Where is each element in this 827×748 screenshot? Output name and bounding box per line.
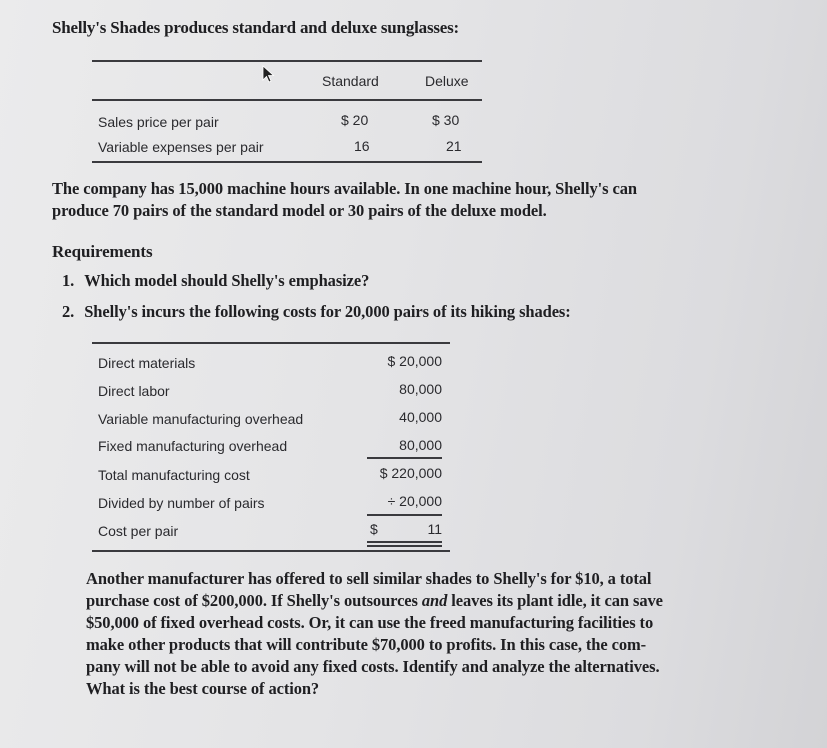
- table2-row-label: Variable manufacturing overhead: [98, 411, 304, 427]
- closing-line: make other products that will contribute $70,000 to profits. In this case, the com-: [86, 635, 647, 654]
- closing-line-part: purchase cost of $200,000. If Shelly's outsources: [86, 591, 422, 610]
- table1-cell-standard: $ 20: [341, 112, 369, 128]
- table2-row-value: ÷ 20,000: [387, 493, 442, 509]
- table1-cell-deluxe: $ 30: [432, 112, 460, 128]
- table2-division-rule: [367, 514, 442, 516]
- table2-row-label: Divided by number of pairs: [98, 495, 265, 511]
- table2-row-label: Direct labor: [98, 383, 170, 399]
- table2-row-label: Total manufacturing cost: [98, 467, 250, 483]
- requirement-text: Which model should Shelly's emphasize?: [84, 271, 370, 290]
- capacity-text-line: produce 70 pairs of the standard model or 30 pairs of the deluxe model.: [52, 201, 547, 220]
- table2-bottom-rule: [92, 550, 450, 552]
- intro-heading: Shelly's Shades produces standard and deluxe sunglasses:: [52, 18, 459, 37]
- table2-row-label: Cost per pair: [98, 523, 179, 539]
- requirement-text: Shelly's incurs the following costs for 20,000 pairs of its hiking shades:: [84, 302, 571, 321]
- table2-double-rule-bottom: [367, 545, 442, 547]
- capacity-text-line: The company has 15,000 machine hours available. In one machine hour, Shelly's can: [52, 179, 637, 198]
- table2-row-label: Fixed manufacturing overhead: [98, 438, 288, 454]
- closing-line-part: leaves its plant idle, it can save: [447, 591, 663, 610]
- table1-bottom-rule: [92, 161, 482, 163]
- table1-cell-deluxe: 21: [446, 138, 462, 154]
- table2-row-value: 11: [427, 521, 442, 537]
- table2-row-value: 80,000: [399, 381, 442, 397]
- table2-top-rule: [92, 342, 450, 344]
- requirements-heading: Requirements: [52, 242, 153, 261]
- mouse-cursor-icon: [262, 65, 276, 88]
- table2-row-value: $ 20,000: [387, 353, 442, 369]
- table2-row-value: $ 220,000: [379, 465, 442, 481]
- table1-header-standard: Standard: [322, 73, 379, 89]
- closing-line-emphasis: and: [421, 591, 448, 610]
- table1-row-label: Variable expenses per pair: [98, 139, 264, 155]
- table2-row-value: 40,000: [399, 409, 442, 425]
- closing-line: What is the best course of action?: [86, 679, 320, 698]
- table2-double-rule-top: [367, 541, 442, 543]
- table1-row-label: Sales price per pair: [98, 114, 219, 130]
- closing-line: pany will not be able to avoid any fixed costs. Identify and analyze the alternatives.: [86, 657, 660, 676]
- closing-line: $50,000 of fixed overhead costs. Or, it can use the freed manufacturing facilities to: [86, 613, 654, 632]
- table2-currency-symbol: $: [370, 521, 378, 537]
- requirement-number: 1.: [62, 271, 75, 290]
- closing-line: Another manufacturer has offered to sell similar shades to Shelly's for $10, a total: [86, 569, 652, 588]
- table1-top-rule: [92, 60, 482, 62]
- closing-line: [86, 590, 786, 612]
- capacity-text: [52, 178, 637, 222]
- table1-header-rule: [92, 99, 482, 101]
- table1-header-deluxe: Deluxe: [425, 73, 469, 89]
- requirement-item: [62, 270, 369, 292]
- table2-subtotal-rule: [367, 457, 442, 459]
- requirement-number: 2.: [62, 302, 75, 321]
- table2-row-value: 80,000: [399, 437, 442, 453]
- closing-paragraph: [86, 568, 786, 700]
- table2-row-label: Direct materials: [98, 355, 196, 371]
- requirement-item: [62, 301, 571, 323]
- table1-cell-standard: 16: [354, 138, 370, 154]
